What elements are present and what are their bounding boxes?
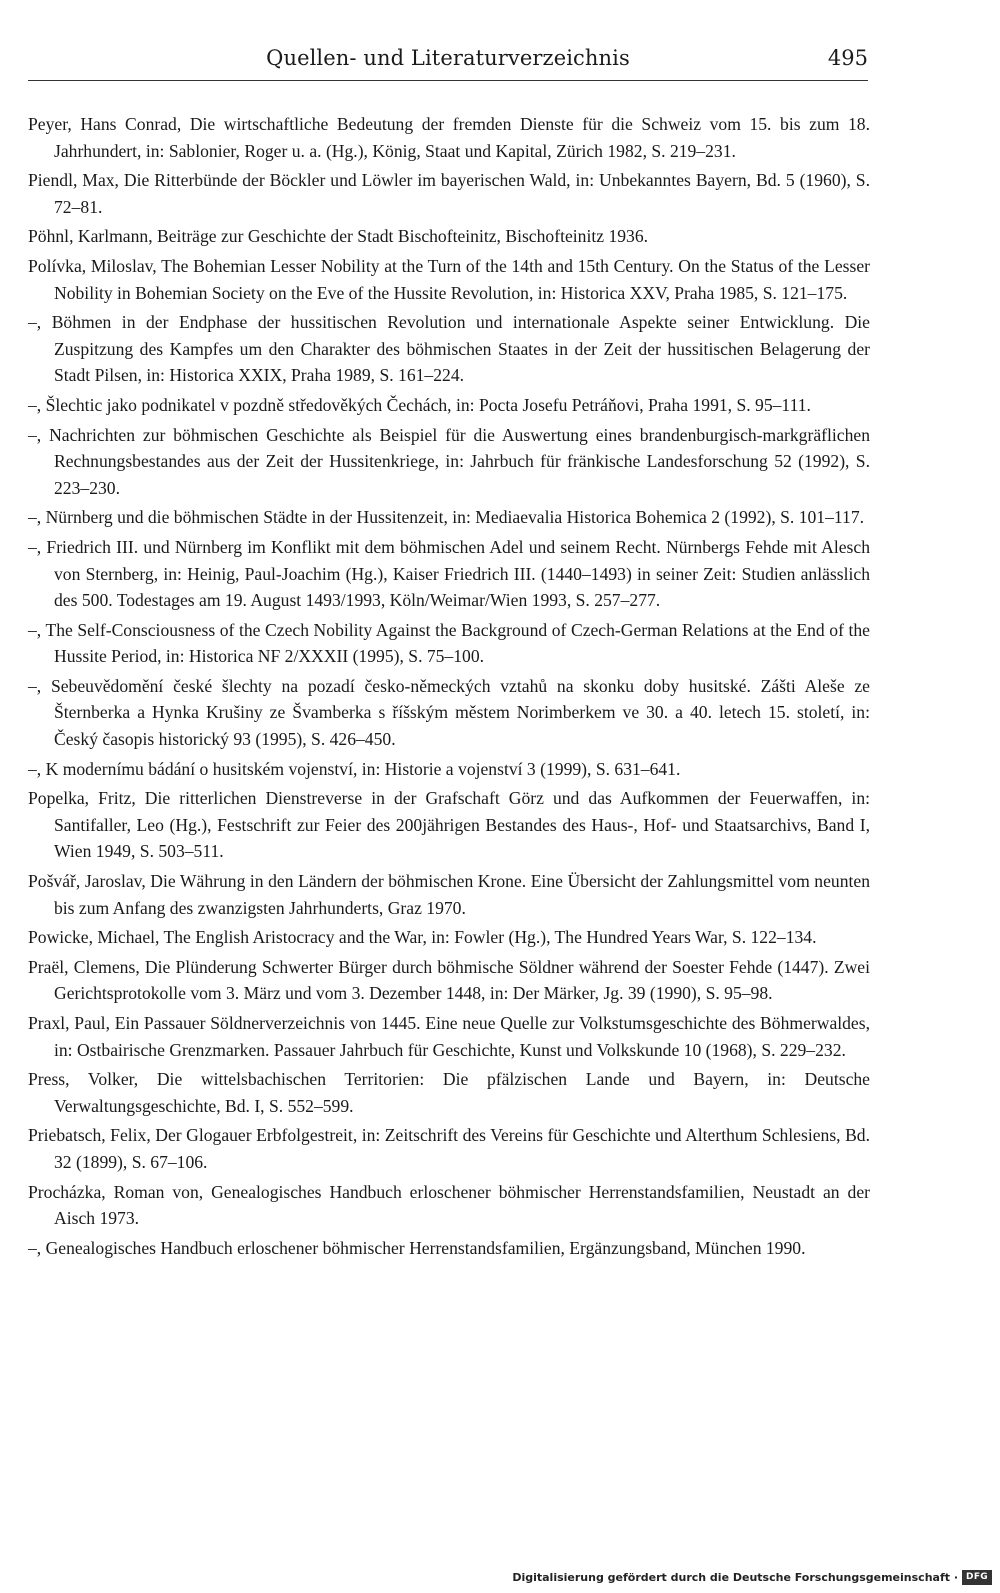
funding-notice: Digitalisierung gefördert durch die Deutsche Forschungsgemeinschaft · [512, 1570, 958, 1584]
digitization-footer [512, 1567, 992, 1587]
dfg-logo-icon: DFG [962, 1570, 992, 1585]
bibliography-entry: Praxl, Paul, Ein Passauer Söldnerverzeichnis von 1445. Eine neue Quelle zur Volkstumsgeschichte des Böhmerwaldes, in: Ostbairische Grenzmarken. Passauer Jahrbuch für Geschichte, Kunst und Volkskunde 10 (1968), S. 229–232. [28, 1013, 870, 1060]
bibliography-list [28, 111, 870, 1264]
bibliography-entry: Pöhnl, Karlmann, Beiträge zur Geschichte der Stadt Bischofteinitz, Bischofteinitz 1936. [28, 226, 649, 247]
bibliography-entry: –, Genealogisches Handbuch erloschener böhmischer Herrenstandsfamilien, Ergänzungsband, München 1990. [28, 1237, 806, 1258]
bibliography-entry: Praël, Clemens, Die Plünderung Schwerter Bürger durch böhmische Söldner während der Soester Fehde (1447). Zwei Gerichtsprotokolle vom 3. März und vom 3. Dezember 1448, in: Der Märker, Jg. 39 (1990), S. 95–98. [28, 956, 870, 1004]
running-title: Quellen- und Literaturverzeichnis [266, 46, 630, 70]
bibliography-entry: Popelka, Fritz, Die ritterlichen Dienstreverse in der Grafschaft Görz und das Aufkommen der Feuerwaffen, in: Santifaller, Leo (Hg.), Festschrift zur Feier des 200jährigen Bestandes des Haus-, Hof- und Staatsarchivs, Band I, Wien 1949, S. 503–511. [28, 788, 870, 862]
bibliography-entry: Peyer, Hans Conrad, Die wirtschaftliche Bedeutung der fremden Dienste für die Schweiz vom 15. bis zum 18. Jahrhundert, in: Sablonier, Roger u. a. (Hg.), König, Staat und Kapital, Zürich 1982, S. 219–231. [28, 114, 870, 161]
bibliography-entry: –, Friedrich III. und Nürnberg im Konflikt mit dem böhmischen Adel und seinem Recht. Nürnbergs Fehde mit Alesch von Sternberg, in: Heinig, Paul-Joachim (Hg.), Kaiser Friedrich III. (1440–1493) in seiner Zeit: Studien anlässlich des 500. Todestages am 19. August 1493/1993, Köln/Weimar/Wien 1993, S. 257–277. [28, 536, 870, 611]
page-number: 495 [827, 46, 868, 70]
bibliography-entry: –, Nachrichten zur böhmischen Geschichte als Beispiel für die Auswertung eines brandenburgisch-markgräflichen Rechnungsbestandes aus der Zeit der Hussitenkriege, in: Jahrbuch für fränkische Landesforschung 52 (1992), S. 223–230. [28, 424, 870, 498]
bibliography-entry: Powicke, Michael, The English Aristocracy and the War, in: Fowler (Hg.), The Hundred Years War, S. 122–134. [28, 927, 817, 948]
bibliography-entry: –, Böhmen in der Endphase der hussitischen Revolution und internationale Aspekte seiner Entwicklung. Die Zuspitzung des Kampfes um den Charakter des böhmischen Staates in der Zeit der hussitischen Belagerung der Stadt Pilsen, in: Historica XXIX, Praha 1989, S. 161–224. [28, 312, 870, 386]
bibliography-entry: Piendl, Max, Die Ritterbünde der Böckler und Löwler im bayerischen Wald, in: Unbekanntes Bayern, Bd. 5 (1960), S. 72–81. [28, 170, 870, 217]
bibliography-entry: –, The Self-Consciousness of the Czech Nobility Against the Background of Czech-German Relations at the End of the Hussite Period, in: Historica NF 2/XXXII (1995), S. 75–100. [28, 619, 870, 667]
bibliography-entry: Polívka, Miloslav, The Bohemian Lesser Nobility at the Turn of the 14th and 15th Century. On the Status of the Lesser Nobility in Bohemian Society on the Eve of the Hussite Revolution, in: Historica XXV, Praha 1985, S. 121–175. [28, 255, 870, 303]
bibliography-entry: Priebatsch, Felix, Der Glogauer Erbfolgestreit, in: Zeitschrift des Vereins für Geschichte und Alterthum Schlesiens, Bd. 32 (1899), S. 67–106. [28, 1125, 870, 1172]
bibliography-entry: –, Nürnberg und die böhmischen Städte in der Hussitenzeit, in: Mediaevalia Historica Bohemica 2 (1992), S. 101–117. [28, 507, 865, 528]
bibliography-entry: –, Sebeuvědomění české šlechty na pozadí česko-německých vztahů na skonku doby husitské. Zášti Aleše ze Šternberka a Hynka Krušiny ze Švamberka s říšským městem Norimberkem ve 30. a 40. letech 15. století, in: Český časopis historický 93 (1995), S. 426–450. [28, 675, 870, 750]
bibliography-entry: –, Šlechtic jako podnikatel v pozdně středověkých Čechách, in: Pocta Josefu Petráňovi, Praha 1991, S. 95–111. [28, 394, 811, 415]
bibliography-entry: Press, Volker, Die wittelsbachischen Territorien: Die pfälzischen Lande und Bayern, in: Deutsche Verwaltungsgeschichte, Bd. I, S. 552–599. [28, 1069, 870, 1116]
running-header [28, 44, 868, 81]
bibliography-entry: –, K modernímu bádání o husitském vojenství, in: Historie a vojenství 3 (1999), S. 631–641. [28, 758, 681, 779]
bibliography-entry: Pošvář, Jaroslav, Die Währung in den Ländern der böhmischen Krone. Eine Übersicht der Zahlungsmittel vom neunten bis zum Anfang des zwanzigsten Jahrhunderts, Graz 1970. [28, 871, 870, 918]
bibliography-entry: Procházka, Roman von, Genealogisches Handbuch erloschener böhmischer Herrenstandsfamilien, Neustadt an der Aisch 1973. [28, 1181, 870, 1229]
